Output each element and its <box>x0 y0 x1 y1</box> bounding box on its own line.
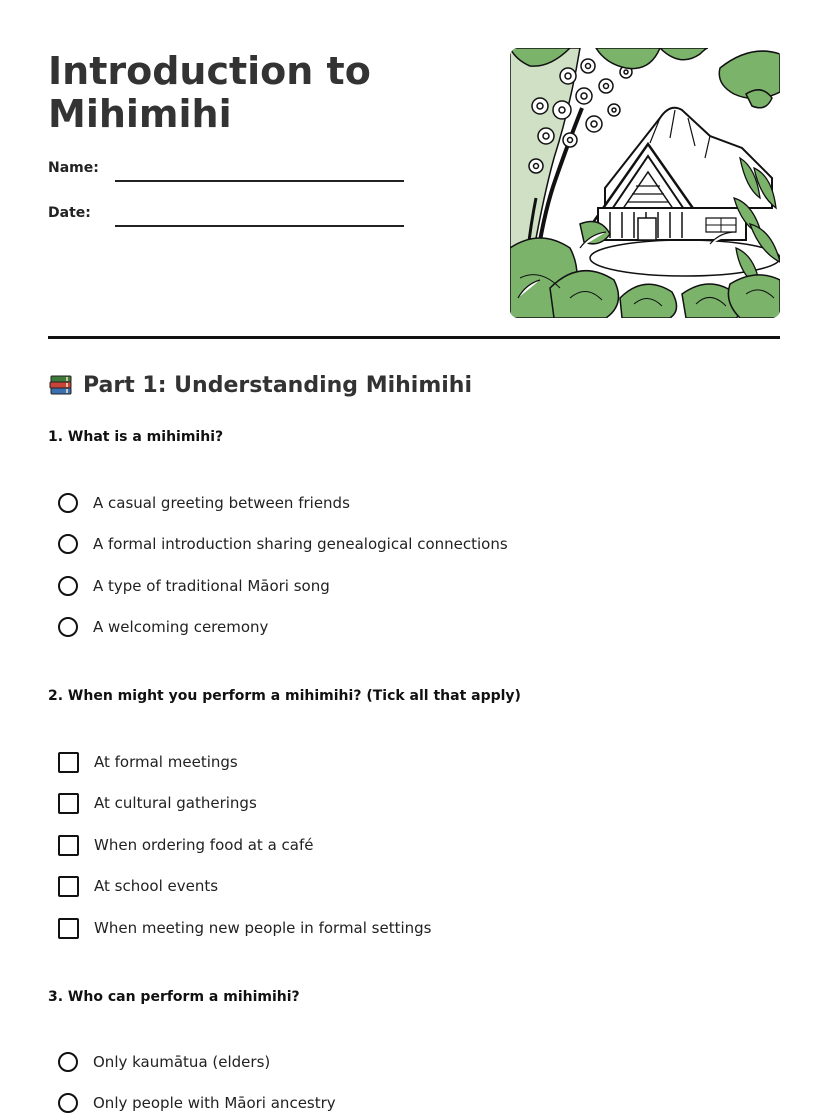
option-label: When ordering food at a café <box>94 836 314 854</box>
q1-option-3[interactable] <box>58 573 330 599</box>
radio-button[interactable] <box>58 1052 78 1072</box>
page-title: Introduction to Mihimihi <box>48 49 371 136</box>
date-input[interactable] <box>115 225 404 227</box>
radio-button[interactable] <box>58 493 78 513</box>
checkbox[interactable] <box>58 876 79 897</box>
option-label: At formal meetings <box>94 753 238 771</box>
name-field <box>48 160 408 184</box>
option-label: Only kaumātua (elders) <box>93 1053 271 1071</box>
q2-option-3[interactable] <box>58 832 313 858</box>
section-title-text: Part 1: Understanding Mihimihi <box>83 372 472 398</box>
date-label: Date: <box>48 205 91 221</box>
checkbox[interactable] <box>58 835 79 856</box>
option-label: A casual greeting between friends <box>93 494 350 512</box>
wharenui-illustration <box>510 48 780 318</box>
option-label: A formal introduction sharing genealogical connections <box>93 535 508 553</box>
option-label: At cultural gatherings <box>94 794 257 812</box>
question-1: 1. What is a mihimihi? <box>48 429 224 445</box>
q1-option-2[interactable] <box>58 531 508 557</box>
option-label: At school events <box>94 877 219 895</box>
worksheet-header <box>48 0 780 340</box>
q3-option-2[interactable] <box>58 1090 336 1116</box>
header-divider <box>48 336 780 339</box>
q1-option-1[interactable] <box>58 490 350 516</box>
q1-option-4[interactable] <box>58 614 268 640</box>
q2-option-2[interactable] <box>58 790 257 816</box>
date-field <box>48 205 408 229</box>
checkbox[interactable] <box>58 918 79 939</box>
worksheet-page <box>48 0 780 1112</box>
radio-button[interactable] <box>58 534 78 554</box>
radio-button[interactable] <box>58 576 78 596</box>
option-label: A type of traditional Māori song <box>93 577 330 595</box>
q2-option-5[interactable] <box>58 915 432 941</box>
radio-button[interactable] <box>58 617 78 637</box>
question-2: 2. When might you perform a mihimihi? (Tick all that apply) <box>48 688 521 704</box>
checkbox[interactable] <box>58 793 79 814</box>
q3-option-1[interactable] <box>58 1049 270 1075</box>
question-3: 3. Who can perform a mihimihi? <box>48 989 300 1005</box>
books-icon <box>48 372 74 398</box>
q2-option-1[interactable] <box>58 749 238 775</box>
section-title-part1 <box>48 372 472 398</box>
option-label: A welcoming ceremony <box>93 618 269 636</box>
radio-button[interactable] <box>58 1093 78 1113</box>
checkbox[interactable] <box>58 752 79 773</box>
q2-option-4[interactable] <box>58 873 218 899</box>
option-label: Only people with Māori ancestry <box>93 1094 336 1112</box>
option-label: When meeting new people in formal settings <box>94 919 432 937</box>
name-label: Name: <box>48 160 99 176</box>
name-input[interactable] <box>115 180 404 182</box>
